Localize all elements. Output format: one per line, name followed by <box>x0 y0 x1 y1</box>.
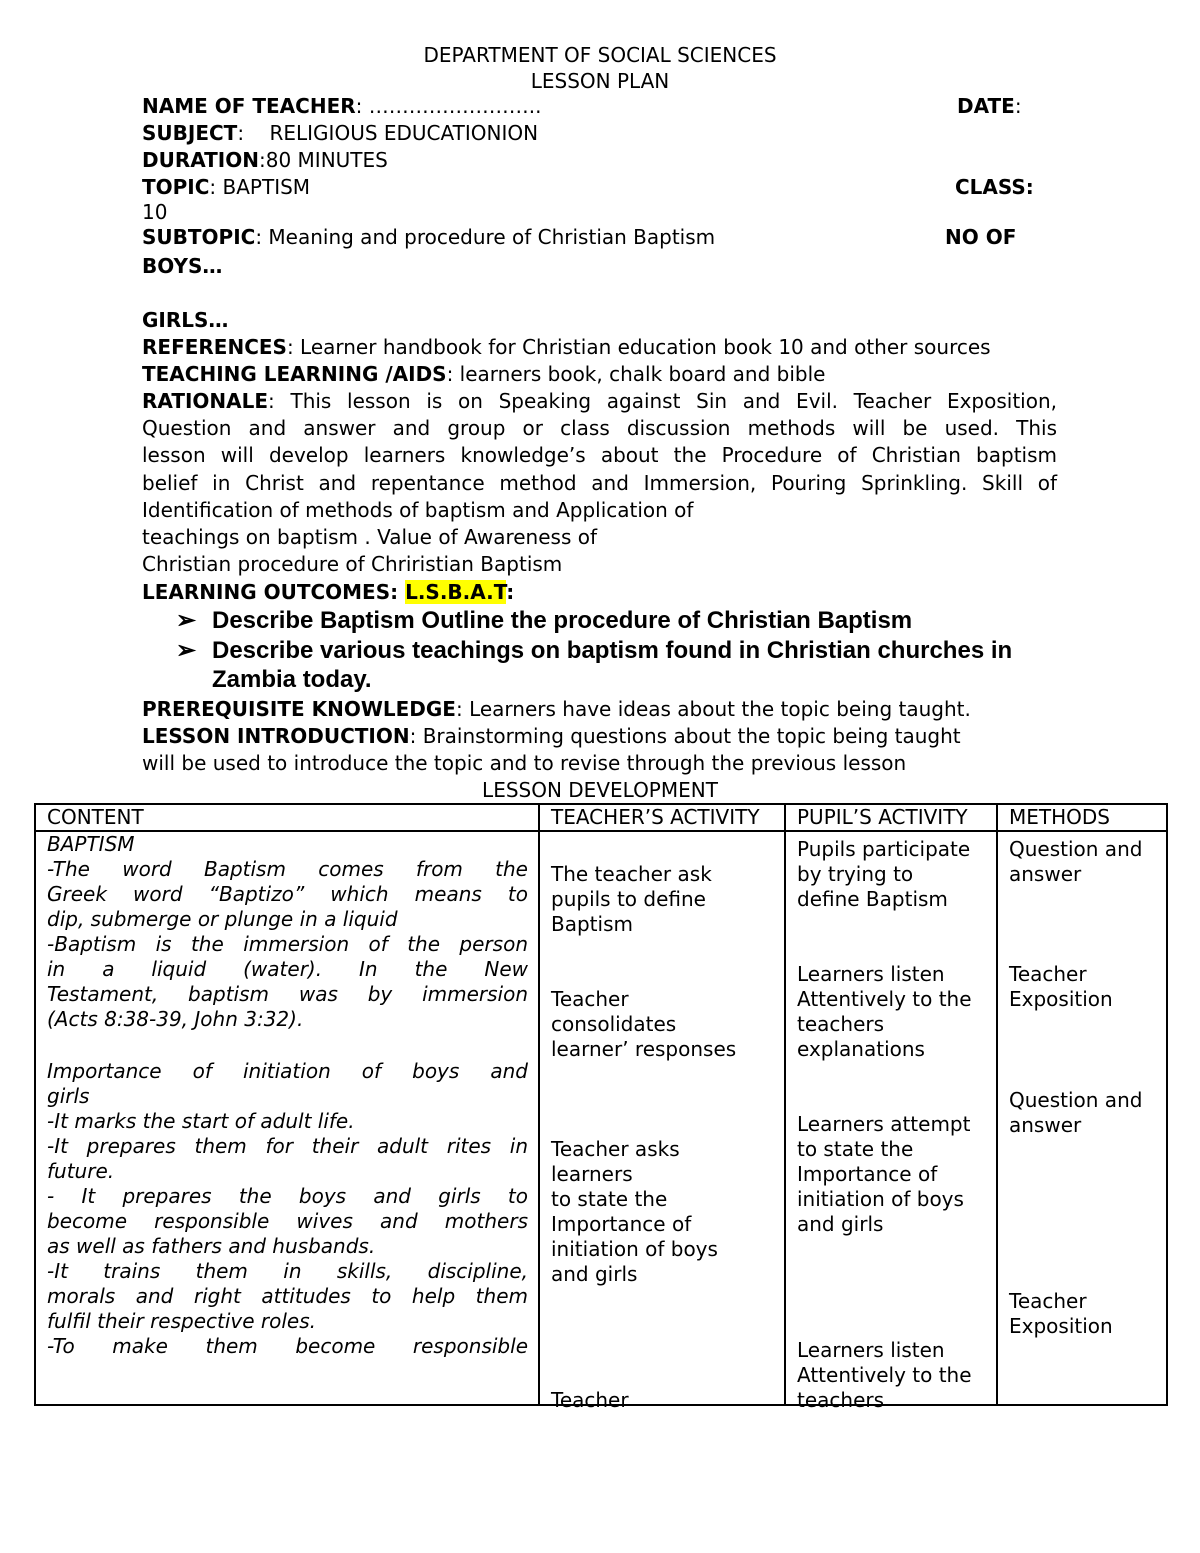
method-2 <box>1009 962 1113 1012</box>
activity-line: to state the <box>551 1187 668 1211</box>
activity-line: Pupils participate <box>797 837 971 861</box>
no-of-label: NO OF <box>945 225 1017 249</box>
class-label: CLASS: <box>955 175 1034 199</box>
lesson-development-title: LESSON DEVELOPMENT <box>482 778 718 802</box>
activity-line: The teacher ask <box>551 862 712 886</box>
activity-line: by trying to <box>797 862 914 886</box>
column-header: PUPIL’S ACTIVITY <box>785 804 997 831</box>
date-field <box>957 93 1022 119</box>
content-line: future. <box>47 1159 115 1183</box>
content-line: in a liquid (water). In the New <box>47 957 528 981</box>
topic-label: TOPIC <box>142 175 210 199</box>
method-4 <box>1009 1289 1113 1339</box>
rationale-line: Question and answer and group or class discussion methods will be used. This <box>142 416 1057 441</box>
activity-line: teachers <box>797 1012 885 1036</box>
duration-field <box>142 147 388 173</box>
intro-continued: will be used to introduce the topic and to revise through the previous lesson <box>142 751 907 775</box>
references-field <box>142 334 991 360</box>
document-title: LESSON PLAN <box>530 69 670 93</box>
intro-value: : Brainstorming questions about the topic being taught <box>409 724 961 748</box>
activity-line: Teacher <box>551 987 629 1011</box>
outcome-text: Zambia today. <box>212 666 372 693</box>
duration-value: :80 MINUTES <box>259 148 388 172</box>
activity-line: Importance of <box>551 1212 692 1236</box>
teacher-activity-cell <box>539 831 785 1412</box>
content-line: -Baptism is the immersion of the person <box>47 932 528 956</box>
activity-line: pupils to define <box>551 887 706 911</box>
aids-value: : learners book, chalk board and bible <box>446 362 826 386</box>
duration-label: DURATION <box>142 148 259 172</box>
subtopic-field <box>142 224 715 250</box>
arrow-bullet-icon: ➢ <box>176 607 197 634</box>
rationale-line: Identification of methods of baptism and Application of <box>142 497 694 522</box>
content-line: morals and right attitudes to help them <box>47 1284 528 1308</box>
rationale-line <box>142 388 1057 415</box>
method-3 <box>1009 1088 1142 1138</box>
references-value: : Learner handbook for Christian education book 10 and other sources <box>286 335 991 359</box>
content-line: become responsible wives and mothers <box>47 1209 528 1233</box>
activity-line: Importance of <box>797 1162 938 1186</box>
outcomes-label: LEARNING OUTCOMES: <box>142 580 406 604</box>
prerequisite-knowledge <box>142 696 971 722</box>
rationale-line: teachings on baptism . Value of Awareness of <box>142 524 598 549</box>
content-line: fulfil their respective roles. <box>47 1309 317 1333</box>
outcome-text: Describe Baptism Outline the procedure of Christian Baptism <box>212 607 913 634</box>
table-header-row <box>35 804 1167 831</box>
content-line: -To make them become responsible <box>47 1334 528 1358</box>
aids-label: TEACHING LEARNING /AIDS <box>142 362 447 386</box>
content-heading: BAPTISM <box>47 832 135 856</box>
teacher-activity-4: Teacher <box>551 1388 629 1412</box>
content-line: -It trains them in skills, discipline, <box>47 1259 528 1283</box>
content-heading: girls <box>47 1084 90 1108</box>
teacher-activity-2 <box>551 987 736 1062</box>
subtopic-label: SUBTOPIC <box>142 225 256 249</box>
prereq-label: PREREQUISITE KNOWLEDGE <box>142 697 456 721</box>
activity-line: initiation of boys <box>551 1237 718 1261</box>
pupil-activity-2 <box>797 962 972 1062</box>
content-line: dip, submerge or plunge in a liquid <box>47 907 398 931</box>
topic-field <box>142 174 310 200</box>
references-label: REFERENCES <box>142 335 287 359</box>
activity-line: learners <box>551 1162 633 1186</box>
outcome-text: Describe various teachings on baptism found in Christian churches in <box>212 637 1013 664</box>
spacer <box>47 1032 528 1059</box>
rationale-label: RATIONALE <box>142 389 269 413</box>
date-label: DATE <box>957 94 1015 118</box>
method-line: Question and <box>1009 837 1143 861</box>
pupil-activity-3 <box>797 1112 970 1237</box>
lesson-introduction <box>142 723 961 749</box>
pupil-activity-cell <box>785 831 997 1412</box>
table-row <box>35 831 1167 1405</box>
activity-line: consolidates <box>551 1012 677 1036</box>
method-line: Teacher <box>1009 1289 1087 1313</box>
outcomes-colon: : <box>506 580 515 604</box>
activity-line: Teacher asks <box>551 1137 680 1161</box>
boys-label: BOYS… <box>142 254 223 278</box>
activity-line: initiation of boys <box>797 1187 964 1211</box>
teacher-label: NAME OF TEACHER <box>142 94 356 118</box>
rationale-line: belief in Christ and repentance method and Immersion, Pouring Sprinkling. Skill of <box>142 470 1057 495</box>
content-line: - It prepares the boys and girls to <box>47 1184 528 1208</box>
activity-line: explanations <box>797 1037 925 1061</box>
activity-line: teachers <box>797 1388 885 1412</box>
teacher-activity-3 <box>551 1137 718 1287</box>
method-line: Question and <box>1009 1088 1143 1112</box>
class-value: 10 <box>142 200 168 224</box>
aids-field <box>142 361 825 387</box>
subject-label: SUBJECT <box>142 121 238 145</box>
prereq-value: : Learners have ideas about the topic being taught. <box>455 697 971 721</box>
learning-outcomes-heading <box>142 579 514 605</box>
subject-field <box>142 120 538 146</box>
content-cell <box>35 831 539 1405</box>
activity-line: Attentively to the <box>797 1363 972 1387</box>
subtopic-value: : Meaning and procedure of Christian Baptism <box>255 225 716 249</box>
lesson-development-table <box>34 803 1168 1412</box>
arrow-bullet-icon: ➢ <box>176 637 197 664</box>
teacher-activity-1 <box>551 862 712 937</box>
rationale-line: Christian procedure of Chriristian Baptism <box>142 552 563 577</box>
girls-label: GIRLS… <box>142 308 229 332</box>
date-colon: : <box>1014 94 1022 118</box>
subject-value: : RELIGIOUS EDUCATIONION <box>237 121 539 145</box>
content-heading: Importance of initiation of boys and <box>47 1059 528 1083</box>
teacher-name-field <box>142 93 541 119</box>
activity-line: Learners attempt <box>797 1112 971 1136</box>
content-line: as well as fathers and husbands. <box>47 1234 376 1258</box>
activity-line: and girls <box>797 1212 884 1236</box>
content-line: Greek word “Baptizo” which means to <box>47 882 528 906</box>
content-line: -It marks the start of adult life. <box>47 1109 355 1133</box>
rationale-text: : This lesson is on Speaking against Sin and Evil. Teacher Exposition, <box>268 389 1057 413</box>
activity-line: define Baptism <box>797 887 948 911</box>
content-line: Testament, baptism was by immersion <box>47 982 528 1006</box>
activity-line: Attentively to the <box>797 987 972 1011</box>
method-line: Exposition <box>1009 1314 1113 1338</box>
column-header: TEACHER’S ACTIVITY <box>539 804 785 831</box>
method-line: answer <box>1009 1113 1082 1137</box>
content-line: -It prepares them for their adult rites in <box>47 1134 528 1158</box>
activity-line: Learners listen <box>797 1338 945 1362</box>
content-line: (Acts 8:38-39, John 3:32). <box>47 1007 304 1031</box>
rationale-block <box>142 388 1057 578</box>
teacher-value: : …………………….. <box>355 94 542 118</box>
rationale-line: lesson will develop learners knowledge’s about the Procedure of Christian baptism <box>142 443 1057 468</box>
activity-line: and girls <box>551 1262 638 1286</box>
method-line: answer <box>1009 862 1082 886</box>
department-heading: DEPARTMENT OF SOCIAL SCIENCES <box>423 43 777 67</box>
column-header: METHODS <box>997 804 1167 831</box>
lsbat-highlight: L.S.B.A.T <box>405 580 507 604</box>
pupil-activity-1 <box>797 837 970 912</box>
activity-line: to state the <box>797 1137 914 1161</box>
topic-value: : BAPTISM <box>209 175 311 199</box>
intro-label: LESSON INTRODUCTION <box>142 724 410 748</box>
content-line: -The word Baptism comes from the <box>47 857 528 881</box>
pupil-activity-4 <box>797 1338 972 1413</box>
activity-line: learner’ responses <box>551 1037 737 1061</box>
method-line: Teacher <box>1009 962 1087 986</box>
method-line: Exposition <box>1009 987 1113 1011</box>
methods-cell <box>997 831 1167 1405</box>
column-header: CONTENT <box>35 804 539 831</box>
method-1 <box>1009 837 1142 887</box>
activity-line: Baptism <box>551 912 633 936</box>
activity-line: Learners listen <box>797 962 945 986</box>
